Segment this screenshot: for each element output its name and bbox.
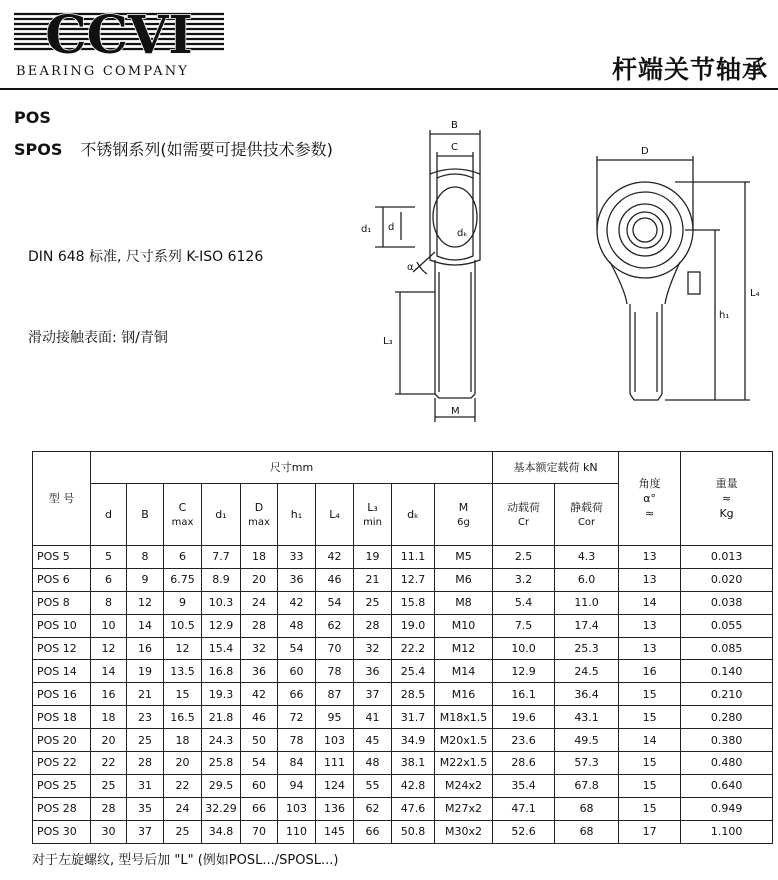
table-row [33,797,773,820]
col-dim-9 [435,484,493,546]
table-cell: 24.5 [555,660,619,683]
table-row [33,683,773,706]
table-cell: 50 [241,729,278,752]
table-cell: 15 [619,706,681,729]
table-cell: 32 [241,637,278,660]
table-cell: 17.4 [555,614,619,637]
table-cell: 19.0 [392,614,435,637]
table-cell: M27x2 [435,797,493,820]
table-cell: 25.8 [202,752,241,775]
table-cell: 66 [354,820,392,843]
svg-text:B: B [451,120,458,131]
table-cell: 17 [619,820,681,843]
table-cell: 0.949 [681,797,773,820]
table-cell: 28 [354,614,392,637]
table-cell: 111 [316,752,354,775]
table-cell: 13 [619,637,681,660]
table-cell: 42 [278,591,316,614]
table-cell: 0.013 [681,546,773,569]
table-cell: 15.8 [392,591,435,614]
svg-text:d₁: d₁ [361,224,372,235]
col-dim-8 [392,484,435,546]
table-cell: 70 [316,637,354,660]
table-cell: 66 [241,797,278,820]
svg-text:L₃: L₃ [383,336,393,347]
table-cell: 33 [278,546,316,569]
col-dim-9-label: M [458,500,469,514]
table-cell: 9 [164,591,202,614]
table-cell: 1.100 [681,820,773,843]
table-cell: 43.1 [555,706,619,729]
table-cell: 68 [555,797,619,820]
col-load-1-label: 静载荷 [570,500,604,514]
table-cell: 34.9 [392,729,435,752]
spec-table [32,451,773,844]
table-cell: M5 [435,546,493,569]
group-dimensions: 尺寸mm [91,452,493,484]
col-model: 型 号 [33,452,91,546]
table-cell: 16.5 [164,706,202,729]
table-cell: 62 [354,797,392,820]
table-cell: 47.1 [493,797,555,820]
table-cell: 28.5 [392,683,435,706]
table-cell: 37 [354,683,392,706]
table-cell: 36.4 [555,683,619,706]
table-cell: 8 [91,591,127,614]
page-title: 杆端关节轴承 [611,55,768,84]
table-cell: 20 [241,568,278,591]
col-dim-7-label: L₃ [367,500,378,514]
col-dim-9-sub: 6g [457,516,470,528]
cell-model: POS 20 [33,729,91,752]
table-row [33,637,773,660]
table-cell: 31.7 [392,706,435,729]
table-cell: 20 [164,752,202,775]
table-cell: 21.8 [202,706,241,729]
table-cell: 42.8 [392,774,435,797]
table-cell: 4.3 [555,546,619,569]
table-cell: 50.8 [392,820,435,843]
col-dim-4-sub: max [248,516,270,528]
cell-model: POS 30 [33,820,91,843]
table-cell: 18 [164,729,202,752]
table-cell: 16 [127,637,164,660]
table-cell: 14 [127,614,164,637]
table-cell: 14 [619,591,681,614]
table-cell: 24 [164,797,202,820]
table-cell: 70 [241,820,278,843]
col-dim-8-label: dₖ [407,508,419,521]
table-cell: 15 [619,797,681,820]
rod-end-drawing [355,112,775,432]
col-dim-7-sub: min [363,516,382,528]
table-cell: 136 [316,797,354,820]
table-cell: 103 [316,729,354,752]
table-cell: 12.7 [392,568,435,591]
table-cell: 25 [354,591,392,614]
table-cell: 28 [241,614,278,637]
table-cell: 42 [316,546,354,569]
table-cell: 0.055 [681,614,773,637]
table-cell: 21 [354,568,392,591]
table-cell: 19.6 [493,706,555,729]
table-cell: 0.020 [681,568,773,591]
col-dim-7 [354,484,392,546]
col-dim-0 [91,484,127,546]
table-cell: 19.3 [202,683,241,706]
col-dim-3-label: d₁ [215,508,227,521]
table-cell: 7.5 [493,614,555,637]
col-angle-label: 角度 [638,477,661,490]
table-cell: 95 [316,706,354,729]
table-cell: 11.1 [392,546,435,569]
company-name: BEARING COMPANY [16,64,190,79]
col-load-1-sub: Cor [577,516,596,528]
table-cell: 41 [354,706,392,729]
table-cell: M18x1.5 [435,706,493,729]
standard-text: DIN 648 标准, 尺寸系列 K-ISO 6126 [28,249,264,265]
table-cell: 10 [91,614,127,637]
table-cell: 6.75 [164,568,202,591]
table-cell: 78 [278,729,316,752]
table-cell: 3.2 [493,568,555,591]
table-cell: 28 [127,752,164,775]
table-cell: 10.0 [493,637,555,660]
table-cell: M10 [435,614,493,637]
table-cell: 15.4 [202,637,241,660]
model-pos: POS [14,108,51,127]
col-dim-1 [127,484,164,546]
table-cell: 54 [241,752,278,775]
svg-text:C: C [451,142,458,153]
footnote: 对于左旋螺纹, 型号后加 "L" (例如POSL.../SPOSL...) [32,853,339,868]
table-cell: M30x2 [435,820,493,843]
group-load-rating: 基本额定载荷 kN [493,452,619,484]
table-row [33,752,773,775]
svg-text:M: M [451,406,460,417]
cell-model: POS 12 [33,637,91,660]
table-cell: 25.4 [392,660,435,683]
svg-text:CCVI: CCVI [45,8,193,66]
table-cell: 68 [555,820,619,843]
table-cell: 35 [127,797,164,820]
col-dim-0-label: d [105,508,112,521]
table-cell: 124 [316,774,354,797]
table-cell: 11.0 [555,591,619,614]
svg-text:α: α [407,262,414,273]
model-spos-code: SPOS [14,140,63,159]
table-cell: 25 [164,820,202,843]
table-cell: 49.5 [555,729,619,752]
col-weight-approx: ≈ [721,492,732,505]
table-cell: 0.210 [681,683,773,706]
table-cell: 37 [127,820,164,843]
table-cell: 78 [316,660,354,683]
table-cell: 35.4 [493,774,555,797]
table-cell: 103 [278,797,316,820]
table-cell: 62 [316,614,354,637]
table-row [33,591,773,614]
table-cell: 16 [619,660,681,683]
table-cell: 10.3 [202,591,241,614]
table-cell: 31 [127,774,164,797]
table-cell: 36 [354,660,392,683]
table-cell: 20 [91,729,127,752]
col-load-0-label: 动载荷 [507,500,541,514]
col-dim-5-label: h₁ [290,508,303,521]
table-row [33,706,773,729]
table-cell: 46 [241,706,278,729]
table-cell: 23 [127,706,164,729]
table-cell: 54 [316,591,354,614]
col-load-1 [555,484,619,546]
table-row [33,820,773,843]
table-cell: 32 [354,637,392,660]
col-weight-unit: Kg [719,507,734,520]
col-weight-label: 重量 [715,477,738,490]
table-cell: 21 [127,683,164,706]
table-cell: 67.8 [555,774,619,797]
table-cell: 22 [164,774,202,797]
table-cell: 0.480 [681,752,773,775]
table-cell: M16 [435,683,493,706]
table-cell: 6 [164,546,202,569]
table-cell: 29.5 [202,774,241,797]
table-cell: 60 [278,660,316,683]
model-spos-desc: 不锈钢系列(如需要可提供技术参数) [80,140,333,159]
table-cell: 15 [619,774,681,797]
table-cell: 5 [91,546,127,569]
col-angle-symbol: α° [643,492,656,505]
cell-model: POS 8 [33,591,91,614]
table-cell: 28 [91,797,127,820]
col-dim-3 [202,484,241,546]
table-cell: 94 [278,774,316,797]
col-dim-1-label: B [141,508,149,521]
col-angle [619,452,681,546]
svg-text:dₖ: dₖ [457,228,468,239]
table-cell: 12 [164,637,202,660]
header-divider [0,88,778,90]
col-dim-2 [164,484,202,546]
table-cell: 72 [278,706,316,729]
table-row [33,774,773,797]
cell-model: POS 6 [33,568,91,591]
table-cell: 57.3 [555,752,619,775]
table-cell: 47.6 [392,797,435,820]
col-load-0-sub: Cr [518,516,530,528]
table-cell: 0.038 [681,591,773,614]
table-cell: 16.1 [493,683,555,706]
svg-text:L₄: L₄ [750,288,760,299]
table-cell: 22 [91,752,127,775]
col-dim-2-label: C [178,500,187,514]
table-cell: 9 [127,568,164,591]
table-cell: 19 [354,546,392,569]
table-cell: 0.085 [681,637,773,660]
table-cell: 25 [91,774,127,797]
col-dim-2-sub: max [171,516,194,528]
table-cell: 38.1 [392,752,435,775]
table-cell: 16 [91,683,127,706]
spec-table-wrap [32,451,772,844]
table-cell: 7.7 [202,546,241,569]
table-cell: 0.380 [681,729,773,752]
svg-text:d: d [388,222,395,233]
table-cell: M20x1.5 [435,729,493,752]
table-cell: 12.9 [493,660,555,683]
table-row [33,729,773,752]
table-cell: 12 [127,591,164,614]
table-cell: 30 [91,820,127,843]
table-cell: 0.280 [681,706,773,729]
table-row [33,660,773,683]
table-cell: 84 [278,752,316,775]
cell-model: POS 14 [33,660,91,683]
table-cell: 8.9 [202,568,241,591]
table-cell: 55 [354,774,392,797]
table-cell: 36 [241,660,278,683]
table-cell: 25.3 [555,637,619,660]
table-cell: 8 [127,546,164,569]
table-cell: 28.6 [493,752,555,775]
col-dim-5 [278,484,316,546]
table-cell: 13 [619,546,681,569]
table-cell: 48 [278,614,316,637]
table-cell: 18 [241,546,278,569]
svg-text:D: D [641,146,649,157]
model-spos [14,137,333,160]
table-cell: 24 [241,591,278,614]
table-row [33,614,773,637]
table-cell: 36 [278,568,316,591]
table-cell: M6 [435,568,493,591]
sliding-surface-text: 滑动接触表面: 钢/青铜 [28,330,168,346]
cell-model: POS 25 [33,774,91,797]
table-cell: 13.5 [164,660,202,683]
col-load-0 [493,484,555,546]
col-dim-6 [316,484,354,546]
cell-model: POS 16 [33,683,91,706]
table-cell: 45 [354,729,392,752]
table-cell: 52.6 [493,820,555,843]
table-cell: 145 [316,820,354,843]
table-cell: 6.0 [555,568,619,591]
col-dim-6-label: L₄ [329,508,340,521]
cell-model: POS 10 [33,614,91,637]
table-cell: 19 [127,660,164,683]
table-cell: 23.6 [493,729,555,752]
table-cell: 6 [91,568,127,591]
table-cell: 13 [619,614,681,637]
col-weight [681,452,773,546]
table-cell: 12.9 [202,614,241,637]
table-cell: 15 [164,683,202,706]
table-cell: 18 [91,706,127,729]
table-cell: 2.5 [493,546,555,569]
table-cell: 10.5 [164,614,202,637]
table-cell: 110 [278,820,316,843]
table-cell: 14 [91,660,127,683]
svg-text:h₁: h₁ [719,310,730,321]
table-cell: 16.8 [202,660,241,683]
cell-model: POS 22 [33,752,91,775]
table-row [33,568,773,591]
table-cell: 24.3 [202,729,241,752]
table-cell: M8 [435,591,493,614]
table-cell: 54 [278,637,316,660]
col-angle-approx: ≈ [644,507,655,520]
table-cell: 87 [316,683,354,706]
col-dim-4-label: D [254,500,264,514]
table-cell: 60 [241,774,278,797]
table-cell: 12 [91,637,127,660]
table-cell: M22x1.5 [435,752,493,775]
table-cell: M14 [435,660,493,683]
table-cell: 14 [619,729,681,752]
table-cell: 66 [278,683,316,706]
table-cell: 32.29 [202,797,241,820]
table-cell: 34.8 [202,820,241,843]
table-cell: 5.4 [493,591,555,614]
table-cell: 25 [127,729,164,752]
table-cell: M12 [435,637,493,660]
table-cell: 0.140 [681,660,773,683]
table-cell: M24x2 [435,774,493,797]
cell-model: POS 18 [33,706,91,729]
table-cell: 15 [619,752,681,775]
cell-model: POS 28 [33,797,91,820]
table-cell: 15 [619,683,681,706]
table-cell: 48 [354,752,392,775]
col-dim-4 [241,484,278,546]
table-row [33,546,773,569]
table-cell: 13 [619,568,681,591]
cell-model: POS 5 [33,546,91,569]
table-cell: 46 [316,568,354,591]
table-cell: 42 [241,683,278,706]
table-cell: 22.2 [392,637,435,660]
table-cell: 0.640 [681,774,773,797]
